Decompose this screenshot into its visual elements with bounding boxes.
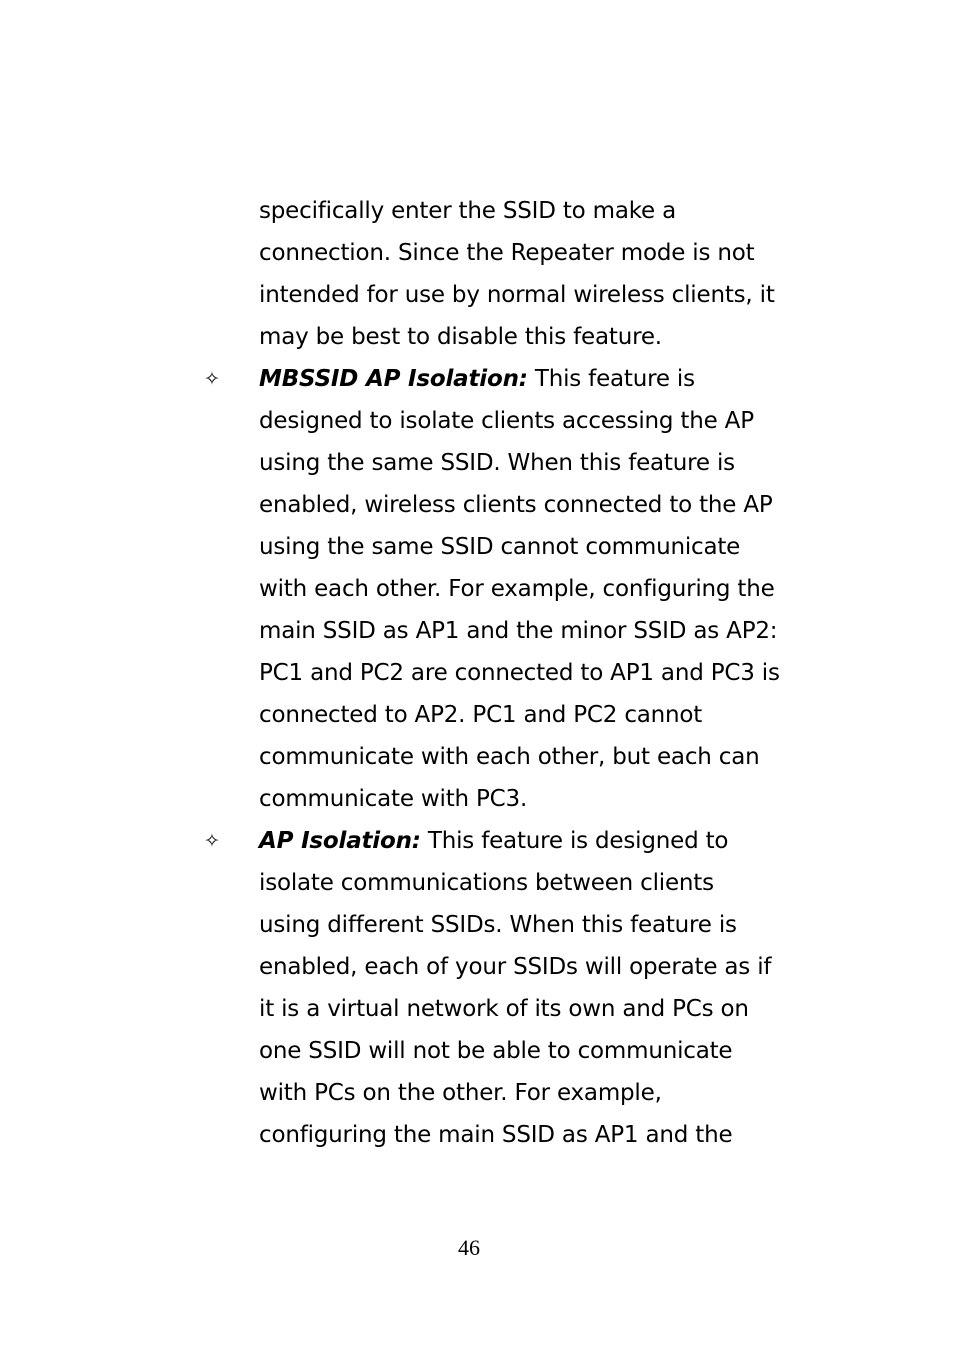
text-fragment: This feature is designed to (420, 828, 729, 854)
text-line: specifically enter the SSID to make a (259, 198, 676, 224)
text-line: main SSID as AP1 and the minor SSID as AP2: (259, 618, 778, 644)
term-label: AP Isolation: (259, 828, 421, 854)
text-line: configuring the main SSID as AP1 and the (259, 1122, 733, 1148)
bullet-item-mbssid-ap-isolation (204, 358, 819, 820)
text-line: enabled, each of your SSIDs will operate as if (259, 954, 772, 980)
body-text (204, 190, 819, 1156)
text-line: connection. Since the Repeater mode is not (259, 240, 755, 266)
bullet-item-ap-isolation (204, 820, 819, 1156)
text-line (259, 820, 819, 862)
text-line (259, 358, 819, 400)
term-label: MBSSID AP Isolation: (259, 366, 528, 392)
text-line: may be best to disable this feature. (259, 324, 662, 350)
text-line: connected to AP2. PC1 and PC2 cannot (259, 702, 703, 728)
diamond-bullet-icon: ✧ (204, 830, 220, 852)
text-line: it is a virtual network of its own and PCs on (259, 996, 749, 1022)
text-line: communicate with each other, but each can (259, 744, 760, 770)
text-line: using the same SSID. When this feature is (259, 450, 735, 476)
text-line: PC1 and PC2 are connected to AP1 and PC3 is (259, 660, 780, 686)
diamond-bullet-icon: ✧ (204, 368, 220, 390)
continuation-paragraph (259, 190, 819, 358)
text-line: with each other. For example, configuring the (259, 576, 775, 602)
text-line: with PCs on the other. For example, (259, 1080, 662, 1106)
text-line: one SSID will not be able to communicate (259, 1038, 733, 1064)
text-line: designed to isolate clients accessing the AP (259, 408, 754, 434)
text-line: communicate with PC3. (259, 786, 528, 812)
text-line: enabled, wireless clients connected to the AP (259, 492, 773, 518)
text-fragment: This feature is (527, 366, 695, 392)
text-line: using the same SSID cannot communicate (259, 534, 741, 560)
text-line: using different SSIDs. When this feature is (259, 912, 737, 938)
text-line: intended for use by normal wireless clients, it (259, 282, 775, 308)
page-number: 46 (458, 1235, 480, 1260)
text-line: isolate communications between clients (259, 870, 714, 896)
